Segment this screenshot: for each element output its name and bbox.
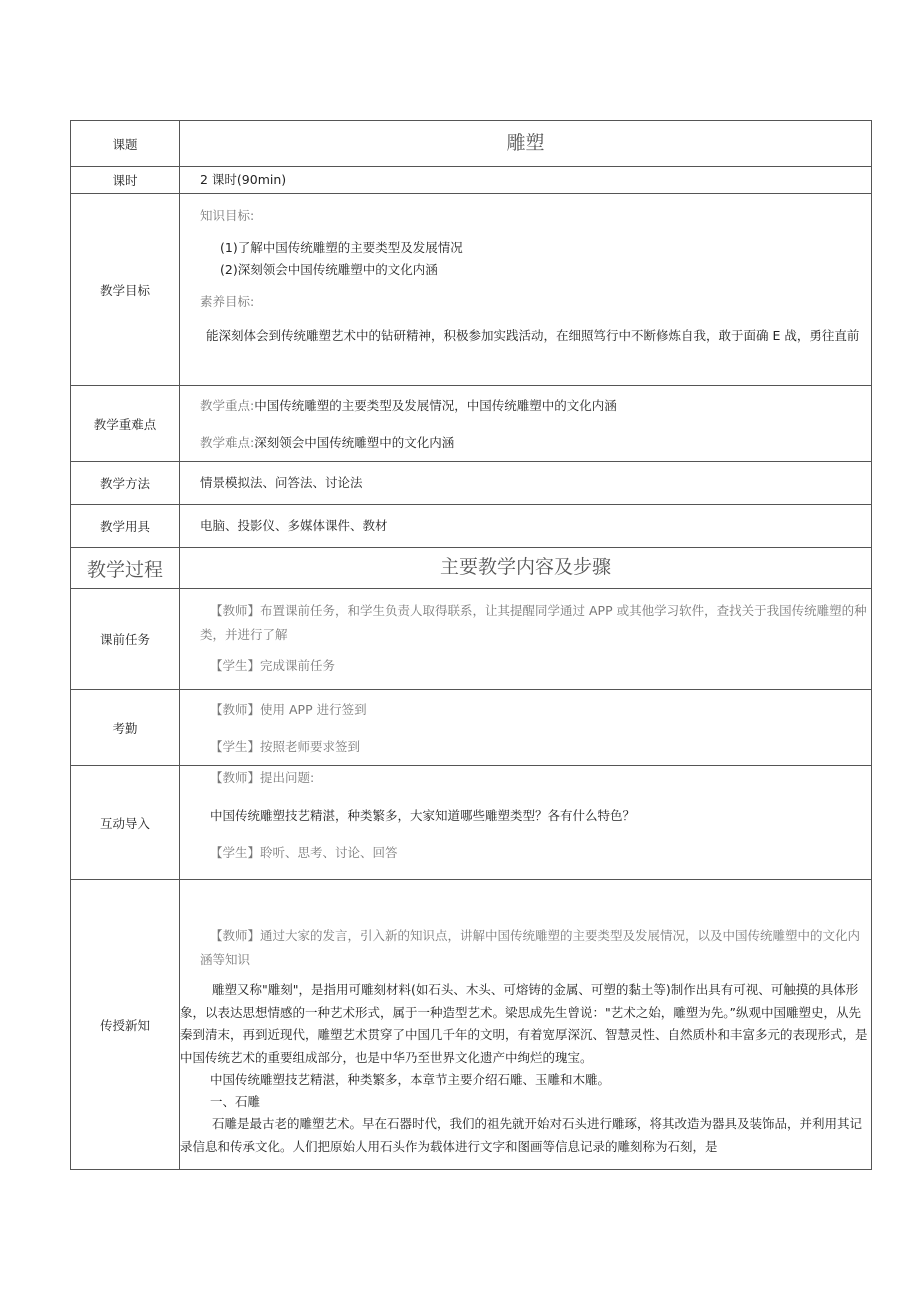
row-attendance (71, 690, 872, 766)
row-process-header (71, 548, 872, 589)
row-topic (71, 121, 872, 167)
row-pre-task (71, 589, 872, 690)
intro-student: 【学生】聆听、思考、讨论、回答 (210, 845, 398, 860)
process-header-right: 主要教学内容及步骤 (439, 556, 611, 578)
pre-task-student: 【学生】完成课前任务 (210, 658, 336, 673)
new-knowledge-label: 传授新知 (71, 880, 180, 1170)
attendance-student: 【学生】按照老师要求签到 (210, 739, 361, 754)
tools-label: 教学用具 (71, 505, 180, 548)
topic-label: 课题 (71, 121, 180, 167)
knowledge-item-2: (2)深刻领会中国传统雕塑中的文化内涵 (220, 262, 438, 277)
methods-value: 情景模拟法、问答法、讨论法 (180, 462, 872, 505)
keypoints-label: 教学重难点 (71, 386, 180, 462)
diff-prefix: 教学难点: (200, 435, 255, 450)
tools-value: 电脑、投影仪、多媒体课件、教材 (180, 505, 872, 548)
new-knowledge-para2: 中国传统雕塑技艺精湛，种类繁多，本章节主要介绍石雕、玉雕和木雕。 (210, 1072, 611, 1087)
literacy-text: 能深刻体会到传统雕塑艺术中的钻研精神，积极参加实践活动，在细照笃行中不断修炼自我，敢于面确 E 战，勇往直前 (206, 328, 860, 343)
attendance-label: 考勤 (71, 690, 180, 766)
hours-value: 2 课时(90min) (180, 167, 872, 194)
intro-label: 互动导入 (71, 766, 180, 880)
row-methods (71, 462, 872, 505)
topic-value: 雕塑 (506, 131, 545, 154)
row-intro (71, 766, 872, 880)
new-knowledge-para3: 石雕是最古老的雕塑艺术。早在石器时代，我们的祖先就开始对石头进行雕琢，将其改造为器具及装饰品，并利用其记录信息和传承文化。人们把原始人用石头作为载体进行文字和图画等信息记录的雕刻称为石刻，是 (180, 1116, 863, 1154)
new-knowledge-para1: 雕塑又称"雕刻"，是指用可雕刻材料(如石头、木头、可熔铸的金属、可塑的黏土等)制作出具有可视、可触摸的具体形象，以表达思想情感的一种艺术形式，属于一种造型艺术。梁思成先生曾说："艺术之始，雕塑为先。”纵观中国雕塑史，从先秦到清末，再到近现代，雕塑艺术贯穿了中国几千年的文明，有着宽厚深沉、智慧灵性、自然质朴和丰富多元的表现形式，是中国传统艺术的重要组成部分，也是中华乃至世界文化遗产中绚烂的瑰宝。 (180, 982, 868, 1065)
hours-label: 课时 (71, 167, 180, 194)
row-hours (71, 167, 872, 194)
key-prefix: 教学重点: (200, 398, 255, 413)
new-knowledge-section: 一、石雕 (210, 1094, 261, 1109)
pre-task-teacher: 【教师】布置课前任务，和学生负责人取得联系，让其提醒同学通过 APP 或其他学习软件，查找关于我国传统雕塑的种类，并进行了解 (200, 603, 867, 642)
knowledge-item-1: (1)了解中国传统雕塑的主要类型及发展情况 (220, 240, 463, 255)
lesson-plan-table (70, 120, 872, 1170)
diff-text: 深刻领会中国传统雕塑中的文化内涵 (254, 435, 455, 450)
knowledge-heading: 知识目标: (200, 208, 255, 223)
literacy-heading: 素养目标: (200, 294, 255, 309)
methods-label: 教学方法 (71, 462, 180, 505)
key-text: 中国传统雕塑的主要类型及发展情况，中国传统雕塑中的文化内涵 (254, 398, 617, 413)
row-keypoints (71, 386, 872, 462)
intro-teacher: 【教师】提出问题: (210, 770, 315, 785)
goals-label: 教学目标 (71, 194, 180, 386)
row-new-knowledge (71, 880, 872, 1170)
row-goals (71, 194, 872, 386)
row-tools (71, 505, 872, 548)
attendance-teacher: 【教师】使用 APP 进行签到 (210, 702, 367, 717)
intro-question: 中国传统雕塑技艺精湛，种类繁多，大家知道哪些雕塑类型？各有什么特色？ (210, 808, 636, 823)
new-knowledge-teacher: 【教师】通过大家的发言，引入新的知识点，讲解中国传统雕塑的主要类型及发展情况，以及中国传统雕塑中的文化内涵等知识 (200, 928, 861, 967)
pre-task-label: 课前任务 (71, 589, 180, 690)
process-header-left: 教学过程 (86, 558, 163, 581)
